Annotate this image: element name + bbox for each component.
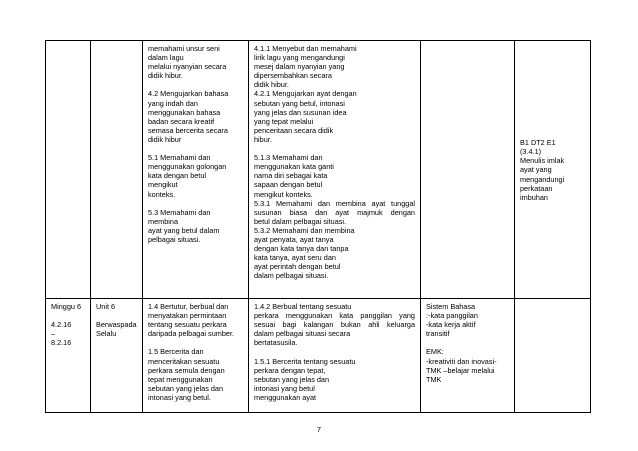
cell-line: intonasi yang betul. xyxy=(148,392,211,402)
cell-line: perkara semula dengan xyxy=(148,365,225,375)
cell-line: 1.5.1 Bercerita tentang sesuatu xyxy=(254,356,356,366)
cell-line: ayat yang xyxy=(520,165,552,175)
cell-line: mesej dalam nyanyian yang xyxy=(254,62,345,72)
cell-line: nama diri sebagai kata xyxy=(254,171,328,181)
cell-line: sebutan yang betul, intonasi xyxy=(254,98,345,108)
cell-line: perkataan xyxy=(520,183,553,193)
cell-line: membina xyxy=(148,216,179,226)
cell-line: mengikut xyxy=(148,180,178,190)
cell-line: – xyxy=(51,329,56,339)
cell-line: perkara menggunakan kata panggilan yang xyxy=(254,311,415,321)
cell-line: 1.4.2 Berbual tentang sesuatu xyxy=(254,302,352,311)
cell-line: 4.2.16 xyxy=(51,320,72,330)
cell-line xyxy=(148,338,243,347)
content-standard-cell xyxy=(143,299,249,413)
cell-line: memahami unsur seni xyxy=(148,44,220,53)
cell-line: 5.1 Memahami dan xyxy=(148,153,211,163)
cell-line xyxy=(51,311,85,320)
cell-line: mengandungi xyxy=(520,174,565,184)
cell-line: TMK –belajar melalui xyxy=(426,365,495,375)
page-number: 7 xyxy=(316,425,322,434)
learning-standard-cell xyxy=(249,41,421,299)
cell-line: 4.2 Mengujarkan bahasa xyxy=(148,89,229,99)
cell-line: menggunakan bahasa xyxy=(148,107,221,117)
cell-line: didik hibur. xyxy=(148,71,183,81)
cell-line xyxy=(148,144,243,153)
cell-line: yang jelas dan susunan idea xyxy=(254,107,347,117)
content-standard-cell xyxy=(143,41,249,299)
cell-line: kata tanya, ayat seru dan xyxy=(254,253,336,263)
cell-line: intonasi yang betul xyxy=(254,383,315,393)
assessment-cell xyxy=(515,299,591,413)
cell-line: EMK: xyxy=(426,347,444,357)
cell-line xyxy=(148,80,243,89)
cell-line: tentang sesuatu perkara xyxy=(148,320,227,330)
cell-line: dengan kata tanya dan tanpa xyxy=(254,244,349,254)
cell-line: (3.4.1) xyxy=(520,147,542,157)
table-row xyxy=(46,41,591,299)
cell-line: imbuhan xyxy=(520,192,548,202)
cell-line: B1 DT2 E1 xyxy=(520,138,556,148)
cell-line: 1.5 Bercerita dan xyxy=(148,347,204,357)
cell-line: sesuai bagi kalangan bukan ahli keluarga xyxy=(254,320,415,330)
week-cell xyxy=(46,299,91,413)
cell-line: 5.3 Memahami dan xyxy=(148,207,211,217)
cell-line: ayat yang betul dalam xyxy=(148,225,220,235)
cell-line: Minggu 6 xyxy=(51,302,82,311)
cell-line: tepat menggunakan xyxy=(148,374,213,384)
cell-line: penceritaan secara didik xyxy=(254,125,334,135)
cell-line: 8.2.16 xyxy=(51,338,72,348)
cell-line: sebutan yang jelas dan xyxy=(254,374,330,384)
cell-line: ayat perintah dengan betul xyxy=(254,262,341,272)
cell-line: betul dalam pelbagai situasi. xyxy=(254,216,347,226)
cell-line: 1.4 Bertutur, berbual dan xyxy=(148,302,229,311)
learning-standard-cell xyxy=(249,299,421,413)
unit-cell xyxy=(91,299,143,413)
cell-line xyxy=(254,144,415,153)
cell-line: dalam pelbagai situasi secara xyxy=(254,329,351,339)
table-row xyxy=(46,299,591,413)
cell-line: dalam pelbagai situasi. xyxy=(254,271,329,281)
cell-line: Berwaspada xyxy=(96,320,137,330)
cell-line: Sistem Bahasa xyxy=(426,302,476,311)
notes-cell xyxy=(421,299,515,413)
cell-line: -kata kerja aktif xyxy=(426,320,476,330)
cell-line: dipersembahkan secara xyxy=(254,71,332,81)
cell-line: yang indah dan xyxy=(148,98,198,108)
cell-line: lirik lagu yang mengandungi xyxy=(254,53,345,63)
cell-line: didik hibur. xyxy=(254,80,289,90)
cell-line: sebutan yang jelas dan xyxy=(148,383,224,393)
week-cell xyxy=(46,41,91,299)
assessment-cell xyxy=(515,41,591,299)
notes-cell xyxy=(421,41,515,299)
cell-line: kata dengan betul xyxy=(148,171,207,181)
cell-line: -kreativiti dan inovasi- xyxy=(426,356,497,366)
cell-line: 5.3.1 Memahami dan membina ayat tunggal xyxy=(254,198,415,208)
cell-line: perkara dengan tepat, xyxy=(254,365,326,375)
lesson-plan-table xyxy=(45,40,591,413)
cell-line: mengikut konteks. xyxy=(254,189,313,199)
cell-line: badan secara kreatif xyxy=(148,116,215,126)
cell-line: 4.2.1 Mengujarkan ayat dengan xyxy=(254,89,357,99)
cell-line: konteks. xyxy=(148,189,176,199)
cell-line: menyatakan permintaan xyxy=(148,311,227,321)
cell-line xyxy=(254,347,415,356)
cell-line: bertatasusila. xyxy=(254,338,298,348)
cell-line: daripada pelbagai sumber. xyxy=(148,329,235,339)
cell-line: melalui nyanyian secara xyxy=(148,62,227,72)
cell-line: Selalu xyxy=(96,329,117,339)
cell-line: TMK xyxy=(426,374,442,384)
cell-line: dalam lagu xyxy=(148,53,184,63)
cell-line: 4.1.1 Menyebut dan memahami xyxy=(254,44,357,53)
cell-line: sapaan dengan betul xyxy=(254,180,323,190)
cell-line: Unit 6 xyxy=(96,302,116,311)
cell-line: menggunakan kata ganti xyxy=(254,162,334,172)
cell-line: 5.1.3 Memahami dan xyxy=(254,153,323,163)
unit-cell xyxy=(91,41,143,299)
cell-line: susunan biasa dan ayat majmuk dengan xyxy=(254,207,415,217)
cell-line: transitif xyxy=(426,329,450,339)
cell-line: Menulis imlak xyxy=(520,156,565,166)
cell-line xyxy=(96,311,137,320)
cell-line: didik hibur xyxy=(148,134,182,144)
cell-line: menggunakan golongan xyxy=(148,162,227,172)
cell-line: yang tepat melalui xyxy=(254,116,314,126)
cell-line: menggunakan ayat xyxy=(254,392,317,402)
cell-line xyxy=(148,199,243,208)
cell-line: hibur. xyxy=(254,134,272,144)
cell-line: menceritakan sesuatu xyxy=(148,356,220,366)
cell-line: pelbagai situasi. xyxy=(148,234,201,244)
cell-line xyxy=(426,338,509,347)
cell-line: 5.3.2 Memahami dan membina xyxy=(254,225,355,235)
cell-line: ayat penyata, ayat tanya xyxy=(254,234,334,244)
cell-line: semasa bercerita secara xyxy=(148,125,228,135)
cell-line: :-kata panggilan xyxy=(426,311,478,321)
